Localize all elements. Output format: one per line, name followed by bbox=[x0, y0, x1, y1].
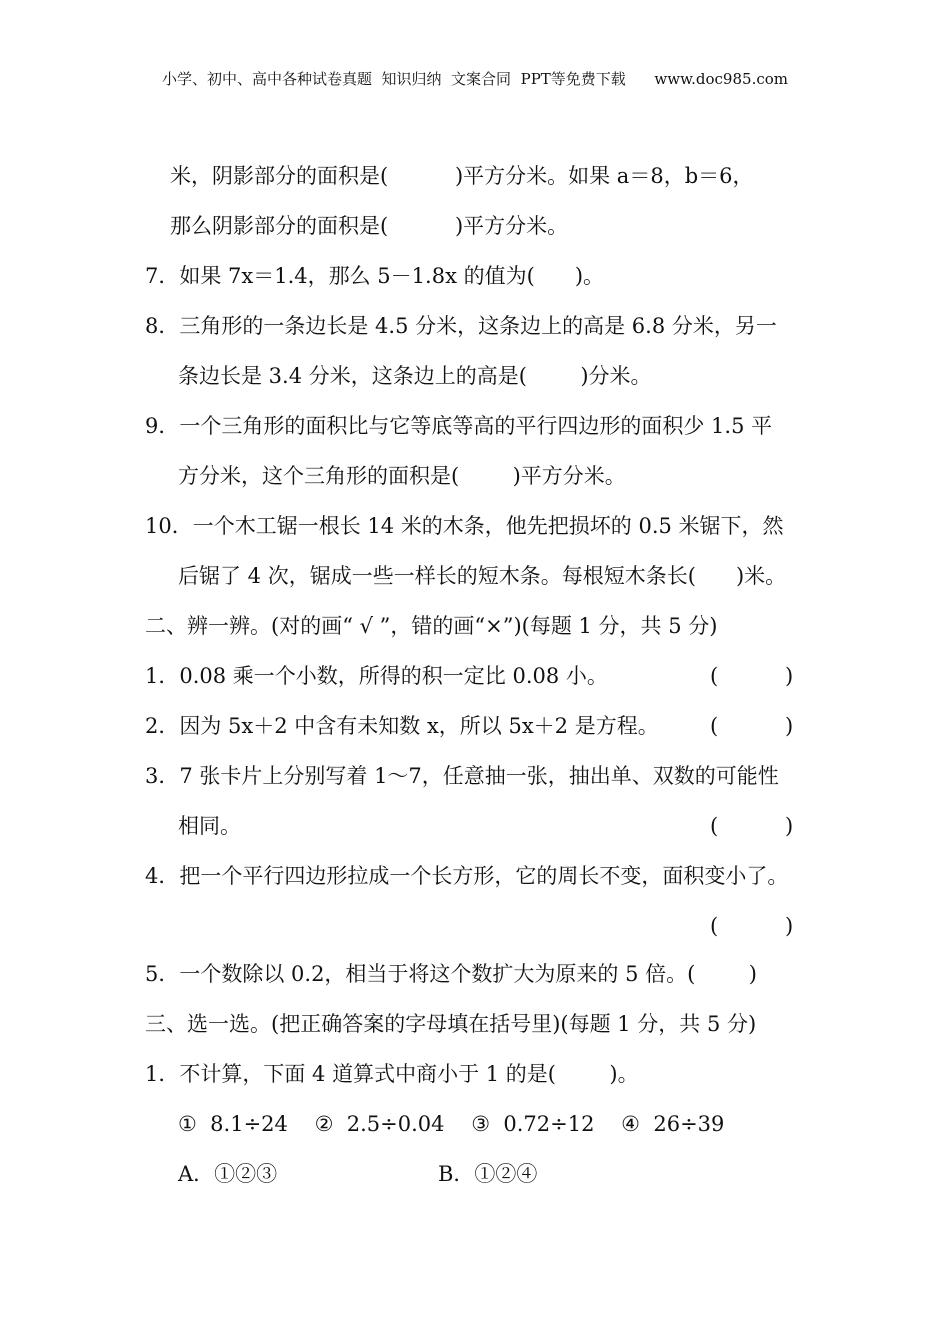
q9-line-1: 9．一个三角形的面积比与它等底等高的平行四边形的面积少 1.5 平 bbox=[145, 414, 773, 438]
choice-q1-option-a: A．①②③ bbox=[178, 1162, 278, 1186]
q6-line-2: 米，阴影部分的面积是( )平方分米。如果 a＝8，b＝6， bbox=[170, 164, 754, 188]
judge-q1-answer: ( ) bbox=[710, 664, 794, 688]
judge-q1: 1．0.08 乘一个小数，所得的积一定比 0.08 小。 bbox=[145, 664, 608, 688]
judge-q3-line-2: 相同。 bbox=[178, 814, 241, 838]
judge-q3-answer: ( ) bbox=[710, 814, 794, 838]
judge-q5: 5．一个数除以 0.2，相当于将这个数扩大为原来的 5 倍。( ) bbox=[145, 962, 757, 986]
q9-line-2: 方分米，这个三角形的面积是( )平方分米。 bbox=[178, 464, 626, 488]
q7: 7．如果 7x＝1.4，那么 5－1.8x 的值为( )。 bbox=[145, 264, 605, 288]
page-header: 小学、初中、高中各种试卷真题 知识归纳 文案合同 PPT等免费下载 www.doc985.com bbox=[161, 70, 788, 88]
q8-line-1: 8．三角形的一条边长是 4.5 分米，这条边上的高是 6.8 分米，另一 bbox=[145, 314, 777, 338]
q10-line-2: 后锯了 4 次，锯成一些一样长的短木条。每根短木条长( )米。 bbox=[178, 564, 787, 588]
judge-q2-answer: ( ) bbox=[710, 714, 794, 738]
judge-q4: 4．把一个平行四边形拉成一个长方形，它的周长不变，面积变小了。 bbox=[145, 864, 789, 888]
judge-q3-line-1: 3．7 张卡片上分别写着 1～7，任意抽一张，抽出单、双数的可能性 bbox=[145, 764, 779, 788]
judge-q2: 2．因为 5x＋2 中含有未知数 x，所以 5x＋2 是方程。 bbox=[145, 714, 659, 738]
choice-q1-expressions: ① 8.1÷24 ② 2.5÷0.04 ③ 0.72÷12 ④ 26÷39 bbox=[178, 1112, 725, 1136]
choice-q1: 1．不计算，下面 4 道算式中商小于 1 的是( )。 bbox=[145, 1062, 639, 1086]
section-2-title: 二、辨一辨。(对的画“ √ ”，错的画“×”)(每题 1 分，共 5 分) bbox=[145, 614, 718, 638]
section-3-title: 三、选一选。(把正确答案的字母填在括号里)(每题 1 分，共 5 分) bbox=[145, 1012, 757, 1036]
q6-line-3: 那么阴影部分的面积是( )平方分米。 bbox=[170, 214, 569, 238]
choice-q1-option-b: B．①②④ bbox=[438, 1162, 538, 1186]
q8-line-2: 条边长是 3.4 分米，这条边上的高是( )分米。 bbox=[178, 364, 652, 388]
judge-q4-answer: ( ) bbox=[710, 914, 794, 938]
q10-line-1: 10．一个木工锯一根长 14 米的木条，他先把损坏的 0.5 米锯下，然 bbox=[145, 514, 784, 538]
